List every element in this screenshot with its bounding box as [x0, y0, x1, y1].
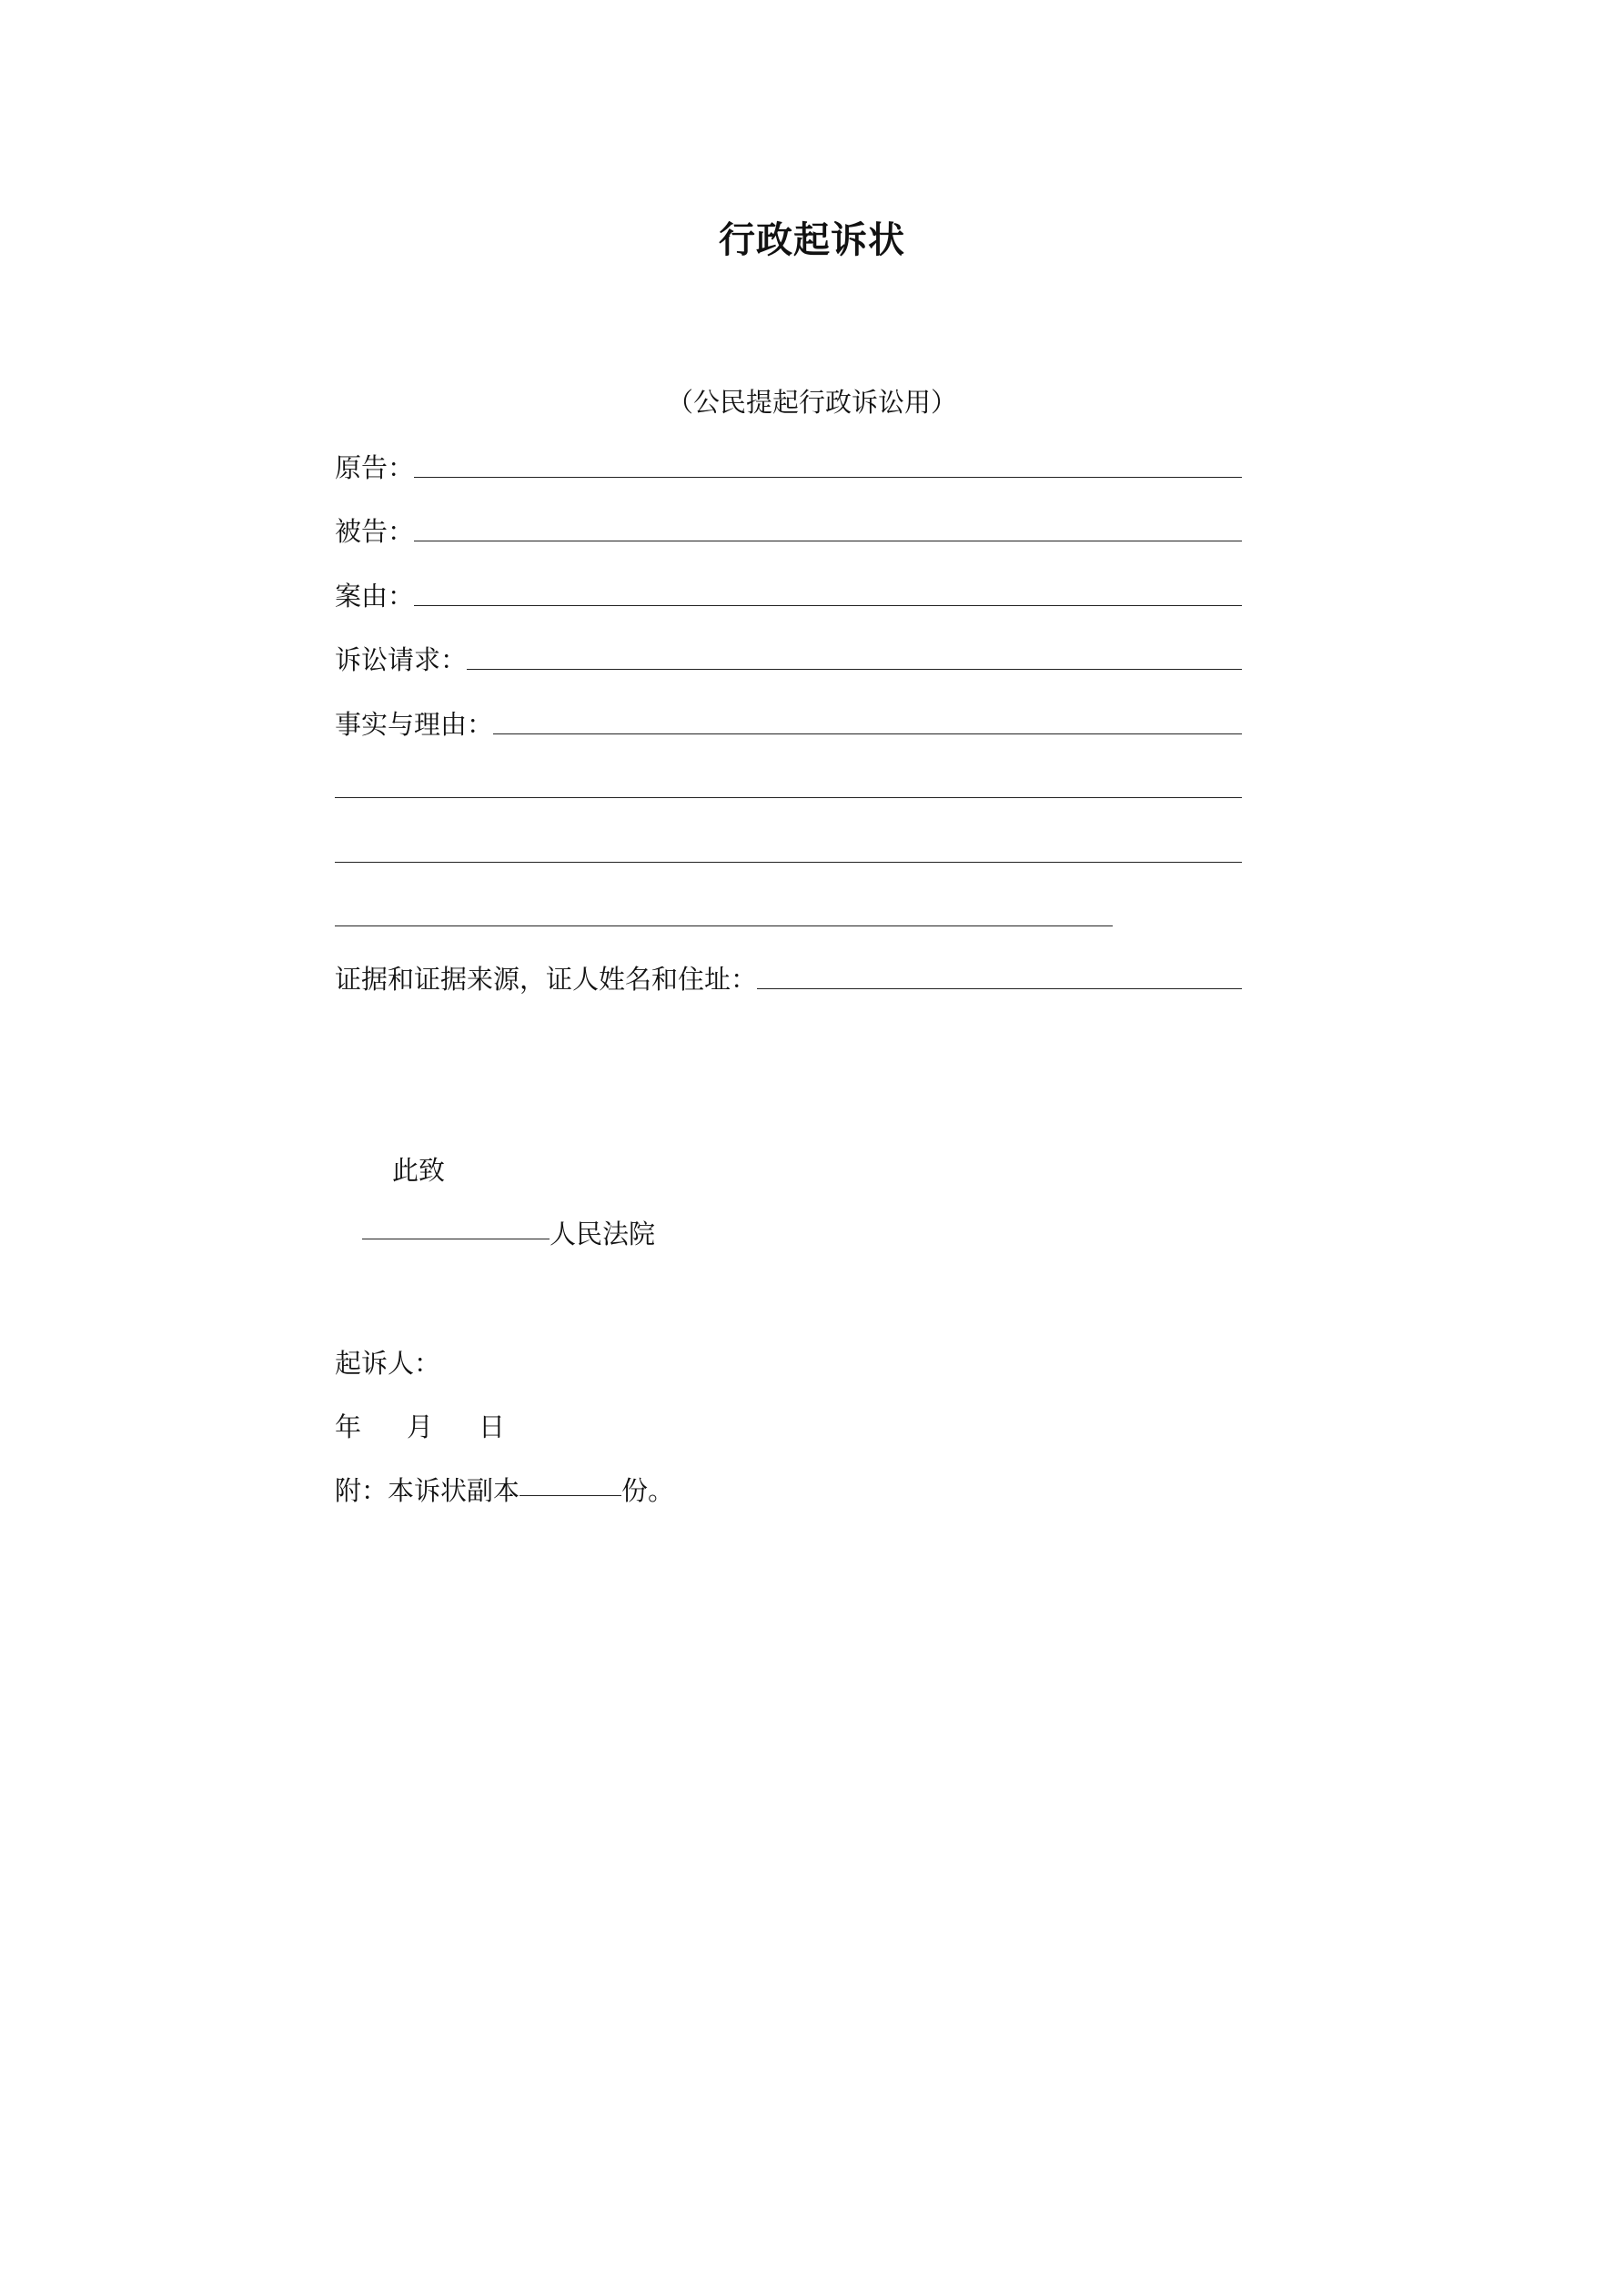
defendant-row	[335, 510, 1242, 548]
year-label: 年	[335, 1411, 362, 1442]
court-line	[362, 1218, 655, 1250]
facts-continuation-line-2[interactable]	[335, 862, 1242, 863]
facts-continuation-line-3[interactable]	[335, 925, 1113, 926]
claims-row	[335, 638, 1242, 676]
cause-label: 案由：	[335, 581, 415, 612]
evidence-row	[335, 957, 1242, 996]
attachment-line	[335, 1474, 674, 1507]
claims-blank[interactable]	[467, 669, 1242, 670]
attachment-suffix: 份。	[621, 1475, 675, 1506]
defendant-label: 被告：	[335, 516, 415, 547]
cause-blank[interactable]	[414, 605, 1242, 606]
evidence-blank[interactable]	[757, 988, 1242, 989]
day-label: 日	[479, 1411, 506, 1442]
plaintiff-label: 原告：	[335, 452, 415, 483]
facts-label: 事实与理由：	[335, 709, 494, 740]
copies-blank[interactable]	[519, 1495, 621, 1496]
document-title: 行政起诉状	[719, 219, 905, 261]
plaintiff-signature-label: 起诉人：	[335, 1348, 441, 1379]
claims-label: 诉讼请求：	[335, 644, 468, 675]
court-suffix: 人民法院	[550, 1219, 656, 1249]
plaintiff-row	[335, 446, 1242, 484]
facts-row	[335, 703, 1242, 741]
facts-blank[interactable]	[493, 733, 1242, 734]
date-line	[335, 1411, 505, 1443]
evidence-label: 证据和证据来源，证人姓名和住址：	[335, 964, 758, 995]
cause-row	[335, 574, 1242, 612]
plaintiff-blank[interactable]	[414, 477, 1242, 478]
salutation-text: 此致	[392, 1155, 446, 1186]
attachment-prefix: 附：本诉状副本	[335, 1475, 520, 1506]
month-label: 月	[407, 1411, 434, 1442]
facts-continuation-line-1[interactable]	[335, 797, 1242, 798]
document-subtitle: （公民提起行政诉讼用）	[666, 387, 957, 418]
